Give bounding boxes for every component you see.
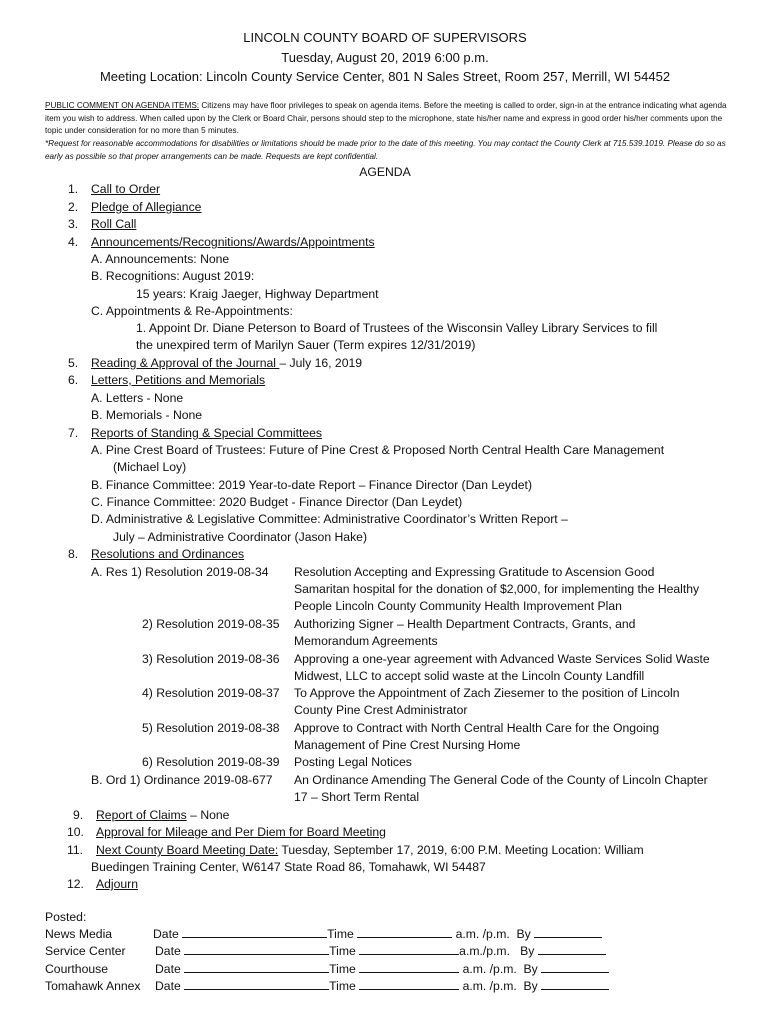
item-mileage: Approval for Mileage and Per Diem for Board Meeting — [96, 825, 386, 839]
item-letters: Letters, Petitions and Memorials — [91, 373, 266, 387]
meeting-location: Meeting Location: Lincoln County Service Center, 801 N Sales Street, Room 257, Merrill, WI 54452 — [99, 69, 671, 84]
item-roll-call: Roll Call — [91, 217, 137, 231]
subitem-text: B. Memorials - None — [91, 408, 203, 422]
posting-location: Service Center — [45, 944, 126, 958]
resolution-id: 5) Resolution 2019-08-38 — [142, 721, 280, 735]
resolution-id: A. Res 1) Resolution 2019-08-34 — [91, 565, 269, 579]
resolution-id: 4) Resolution 2019-08-37 — [142, 686, 280, 700]
resolution-desc: Midwest, LLC to accept solid waste at the Lincoln County Landfill — [294, 669, 645, 683]
item-next-meeting: Next County Board Meeting Date: Tuesday, September 17, 2019, 6:00 P.M. Meeting Location: William — [96, 843, 644, 857]
subitem-text: B. Finance Committee: 2019 Year-to-date Report – Finance Director (Dan Leydet) — [91, 478, 533, 492]
page-title: LINCOLN COUNTY BOARD OF SUPERVISORS — [243, 30, 527, 45]
item-number: 3. — [68, 217, 79, 231]
item-claims: Report of Claims – None — [96, 808, 230, 822]
subitem-text: A. Announcements: None — [91, 252, 230, 266]
public-comment-body: Citizens may have floor privileges to speak on agenda items. Before the meeting is called to order, sign-in at the entrance indicating what agenda item you wish to address. When called upon by the Clerk or Board Chair, persons should step to the microphone, state his/her name and express in good order his/her comments upon the topic under consideration for no more than 5 minutes. — [45, 101, 727, 135]
resolution-desc: Management of Pine Crest Nursing Home — [294, 738, 521, 752]
public-comment-heading: PUBLIC COMMENT ON AGENDA ITEMS: — [45, 101, 200, 110]
resolution-desc: Memorandum Agreements — [294, 634, 438, 648]
posted-label: Posted: — [45, 910, 87, 924]
ordinance-id: B. Ord 1) Ordinance 2019-08-677 — [91, 773, 273, 787]
resolution-desc: Resolution Accepting and Expressing Gratitude to Ascension Good — [294, 565, 655, 579]
public-comment-notice — [45, 100, 735, 138]
item-number: 4. — [68, 235, 79, 249]
posting-location: News Media — [45, 927, 113, 941]
item-number: 10. — [67, 825, 84, 839]
resolution-desc: Authorizing Signer – Health Department Contracts, Grants, and — [294, 617, 636, 631]
resolution-desc: Approve to Contract with North Central Health Care for the Ongoing — [294, 721, 660, 735]
subitem-text: (Michael Loy) — [113, 460, 187, 474]
item-adjourn: Adjourn — [96, 877, 139, 891]
posting-row: Date Time a.m. /p.m. By — [155, 961, 609, 978]
item-number: 8. — [68, 547, 79, 561]
resolution-desc: County Pine Crest Administrator — [294, 703, 468, 717]
item-number: 6. — [68, 373, 79, 387]
subitem-text: the unexpired term of Marilyn Sauer (Term expires 12/31/2019) — [136, 338, 476, 352]
subitem-text: A. Letters - None — [91, 391, 184, 405]
subitem-text: B. Recognitions: August 2019: — [91, 269, 255, 283]
subitem-text: C. Finance Committee: 2020 Budget - Finance Director (Dan Leydet) — [91, 495, 463, 509]
ordinance-desc: An Ordinance Amending The General Code of the County of Lincoln Chapter — [294, 773, 708, 787]
item-reports: Reports of Standing & Special Committees — [91, 426, 322, 440]
resolution-id: 3) Resolution 2019-08-36 — [142, 652, 280, 666]
resolution-desc: To Approve the Appointment of Zach Ziesemer to the position of Lincoln — [294, 686, 680, 700]
posting-row: Date Time a.m. /p.m. By — [155, 978, 609, 995]
item-number: 9. — [73, 808, 84, 822]
next-meeting-location: Buedingen Training Center, W6147 State Road 86, Tomahawk, WI 54487 — [91, 860, 486, 874]
resolution-desc: Samaritan hospital for the donation of $2,000, for implementing the Healthy — [294, 582, 700, 596]
accommodation-notice: *Request for reasonable accommodations for disabilities or limitations should be made prior to the date of this meeting. You may contact the County Clerk at 715.539.1019. Please do so as early as possible so that proper arrangements can be made. Requests are kept confidential. — [45, 139, 726, 161]
subitem-text: D. Administrative & Legislative Committee: Administrative Coordinator’s Written Report – — [91, 512, 568, 526]
item-number: 1. — [68, 182, 79, 196]
item-number: 2. — [68, 200, 79, 214]
item-number: 12. — [67, 877, 84, 891]
posting-row: Date Time a.m./p.m. By — [155, 943, 606, 960]
item-call-to-order: Call to Order — [91, 182, 161, 196]
item-number: 5. — [68, 356, 79, 370]
ordinance-desc: 17 – Short Term Rental — [294, 790, 420, 804]
item-announcements: Announcements/Recognitions/Awards/Appointments — [91, 235, 375, 249]
resolution-desc: People Lincoln County Community Health Improvement Plan — [294, 599, 622, 613]
resolution-id: 6) Resolution 2019-08-39 — [142, 755, 280, 769]
subitem-text: A. Pine Crest Board of Trustees: Future of Pine Crest & Proposed North Central Health Care Management — [91, 443, 665, 457]
item-resolutions: Resolutions and Ordinances — [91, 547, 245, 561]
resolution-desc: Posting Legal Notices — [294, 755, 412, 769]
resolution-id: 2) Resolution 2019-08-35 — [142, 617, 280, 631]
posting-location: Tomahawk Annex — [45, 979, 141, 993]
subitem-text: 15 years: Kraig Jaeger, Highway Department — [136, 287, 379, 301]
item-reading-approval: Reading & Approval of the Journal – July 16, 2019 — [91, 356, 363, 370]
item-number: 7. — [68, 426, 79, 440]
posting-location: Courthouse — [45, 962, 109, 976]
item-pledge: Pledge of Allegiance — [91, 200, 202, 214]
agenda-heading: AGENDA — [359, 165, 411, 179]
item-number: 11. — [67, 843, 84, 857]
subitem-text: 1. Appoint Dr. Diane Peterson to Board of Trustees of the Wisconsin Valley Library Services to fill — [136, 321, 658, 335]
subitem-text: C. Appointments & Re-Appointments: — [91, 304, 293, 318]
subitem-text: July – Administrative Coordinator (Jason Hake) — [113, 530, 368, 544]
posting-row: Date Time a.m. /p.m. By — [153, 926, 602, 943]
meeting-datetime: Tuesday, August 20, 2019 6:00 p.m. — [281, 50, 489, 65]
resolution-desc: Approving a one-year agreement with Advanced Waste Services Solid Waste — [294, 652, 710, 666]
